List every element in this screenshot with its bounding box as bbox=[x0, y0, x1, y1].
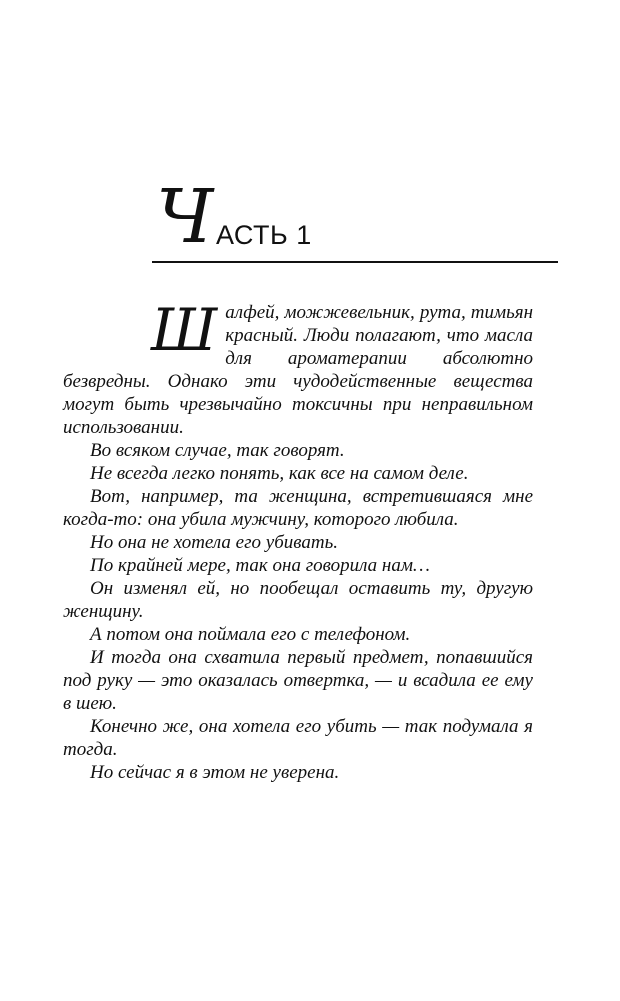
paragraph: Но она не хотела его убивать. bbox=[90, 532, 338, 553]
paragraph: По крайней мере, так она говорила нам… bbox=[90, 555, 430, 576]
body-text bbox=[63, 296, 533, 784]
drop-cap: Ш bbox=[151, 296, 218, 364]
paragraph: А потом она поймала его с телефоном. bbox=[90, 624, 411, 645]
paragraph: Но сейчас я в этом не уверена. bbox=[90, 762, 340, 783]
chapter-title: АСТЬ 1 bbox=[216, 220, 312, 250]
paragraph-1-text: алфей, можжевельник, рута, тимьян красный. Люди полагают, что масла для ароматерапии абсолютно безвредны. Однако эти чудодейственные вещества могут быть чрезвычайно токсичны при неправильном использовании. bbox=[63, 302, 533, 438]
paragraph-1 bbox=[63, 296, 533, 439]
paragraph: Не всегда легко понять, как все на самом деле. bbox=[90, 463, 469, 484]
chapter-heading bbox=[152, 174, 558, 270]
paragraph: Он изменял ей, но пообещал оставить ту, другую женщину. bbox=[63, 578, 533, 622]
paragraph: Вот, например, та женщина, встретившаяся мне когда-то: она убила мужчину, которого любила. bbox=[63, 486, 533, 530]
chapter-rule-divider bbox=[152, 261, 558, 263]
paragraph: Конечно же, она хотела его убить — так подумала я тогда. bbox=[63, 716, 533, 760]
paragraph: Во всяком случае, так говорят. bbox=[90, 440, 345, 461]
paragraph: И тогда она схватила первый предмет, попавшийся под руку — это оказалась отвертка, — и всадила ее ему в шею. bbox=[63, 647, 533, 714]
chapter-initial-letter: Ч bbox=[156, 174, 212, 260]
